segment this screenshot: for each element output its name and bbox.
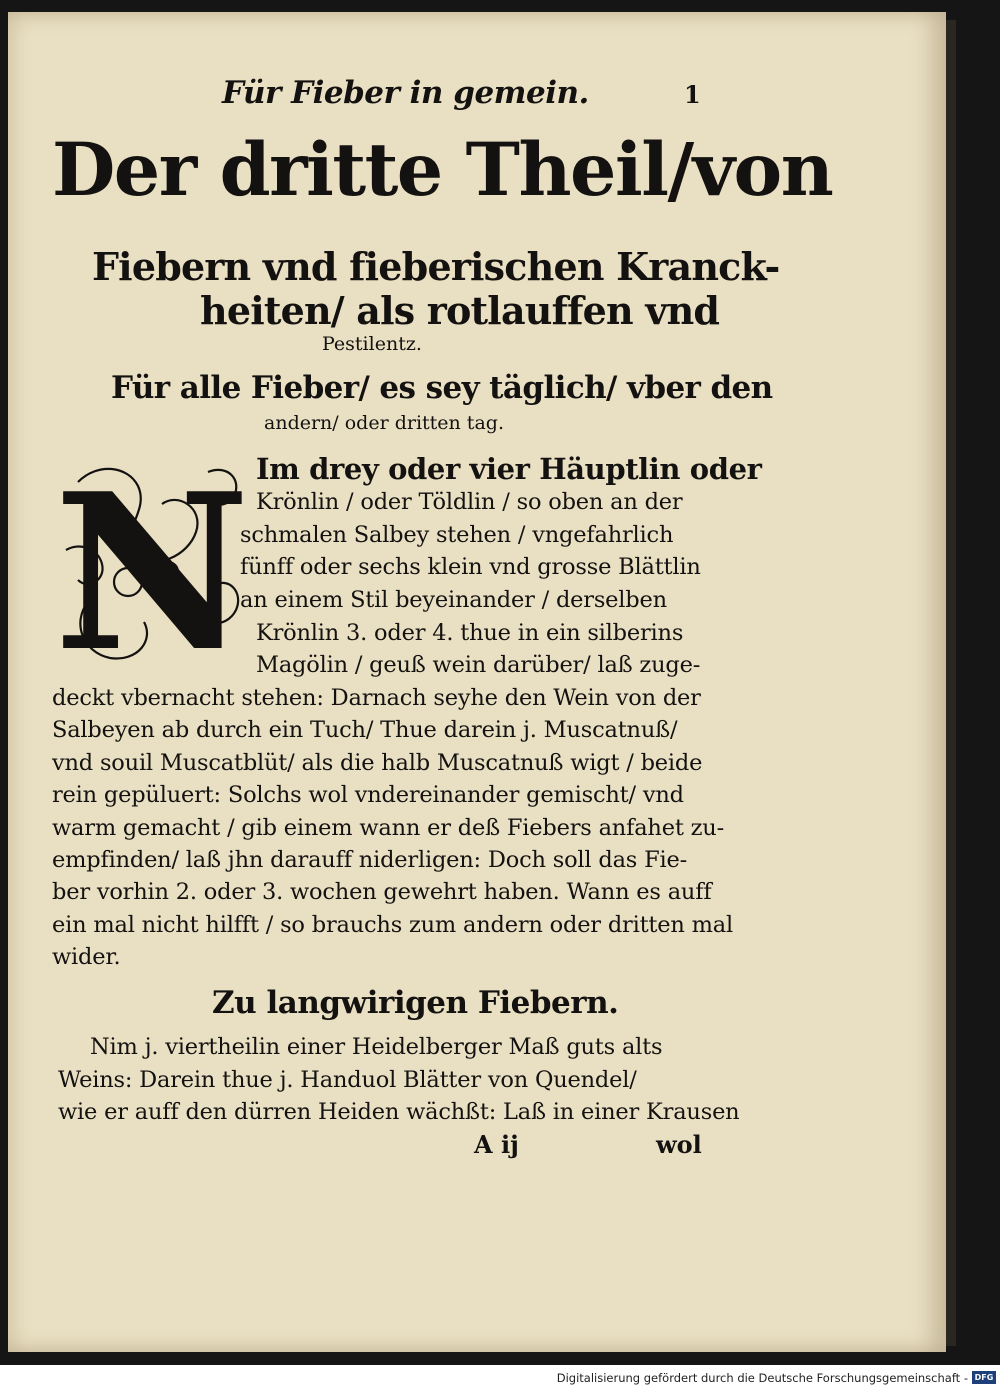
signature-mark: A ij: [474, 1130, 519, 1159]
body-line: fünff oder sechs klein vnd grosse Blättlin: [240, 554, 701, 580]
funding-credit: Digitalisierung gefördert durch die Deutsche Forschungsgemeinschaft -: [556, 1371, 968, 1385]
running-head: Für Fieber in gemein.: [222, 75, 589, 111]
dfg-logo: DFG: [972, 1371, 996, 1384]
body-line: wider.: [52, 944, 121, 970]
decorated-initial: [58, 452, 246, 670]
initial-letter: N: [58, 452, 246, 670]
body-line: empfinden/ laß jhn darauff niderligen: Doch soll das Fie-: [52, 847, 688, 873]
page-edge: [946, 20, 956, 1346]
body-line: schmalen Salbey stehen / vngefahrlich: [240, 522, 674, 548]
body-line: Nim j. viertheilin einer Heidelberger Maß guts alts: [90, 1034, 663, 1060]
body-line: ber vorhin 2. oder 3. wochen gewehrt haben. Wann es auff: [52, 879, 712, 905]
body-line: deckt vbernacht stehen: Darnach seyhe den Wein von der: [52, 685, 701, 711]
catchword: wol: [656, 1130, 702, 1159]
subtitle-line-1: Fiebern vnd fieberischen Kranck-: [92, 244, 780, 289]
body-line: rein gepüluert: Solchs wol vndereinander gemischt/ vnd: [52, 782, 684, 808]
body-line: vnd souil Muscatblüt/ als die halb Muscatnuß wigt / beide: [52, 750, 703, 776]
body-line: Salbeyen ab durch ein Tuch/ Thue darein j. Muscatnuß/: [52, 717, 678, 743]
section-heading-2: Zu langwirigen Fiebern.: [212, 985, 619, 1021]
body-line: Krönlin 3. oder 4. thue in ein silberins: [256, 620, 684, 646]
body-line: warm gemacht / gib einem wann er deß Fiebers anfahet zu-: [52, 815, 724, 841]
body-line: Weins: Darein thue j. Handuol Blätter von Quendel/: [58, 1067, 637, 1093]
section-heading: Für alle Fieber/ es sey täglich/ vber den: [111, 370, 773, 406]
subtitle-line-2: heiten/ als rotlauffen vnd: [200, 288, 720, 333]
body-line: Im drey oder vier Häuptlin oder: [256, 452, 762, 486]
body-line: ein mal nicht hilfft / so brauchs zum andern oder dritten mal: [52, 912, 733, 938]
subtitle-line-3: Pestilentz.: [322, 333, 422, 355]
body-line: an einem Stil beyeinander / derselben: [240, 587, 667, 613]
body-line: Magölin / geuß wein darüber/ laß zuge-: [256, 652, 701, 678]
part-title: Der dritte Theil/von: [52, 127, 833, 213]
page-number: 1: [684, 80, 701, 109]
body-line: wie er auff den dürren Heiden wächßt: Laß in einer Krausen: [58, 1099, 740, 1125]
body-line: Krönlin / oder Töldlin / so oben an der: [256, 489, 683, 515]
section-heading-continued: andern/ oder dritten tag.: [264, 412, 504, 434]
